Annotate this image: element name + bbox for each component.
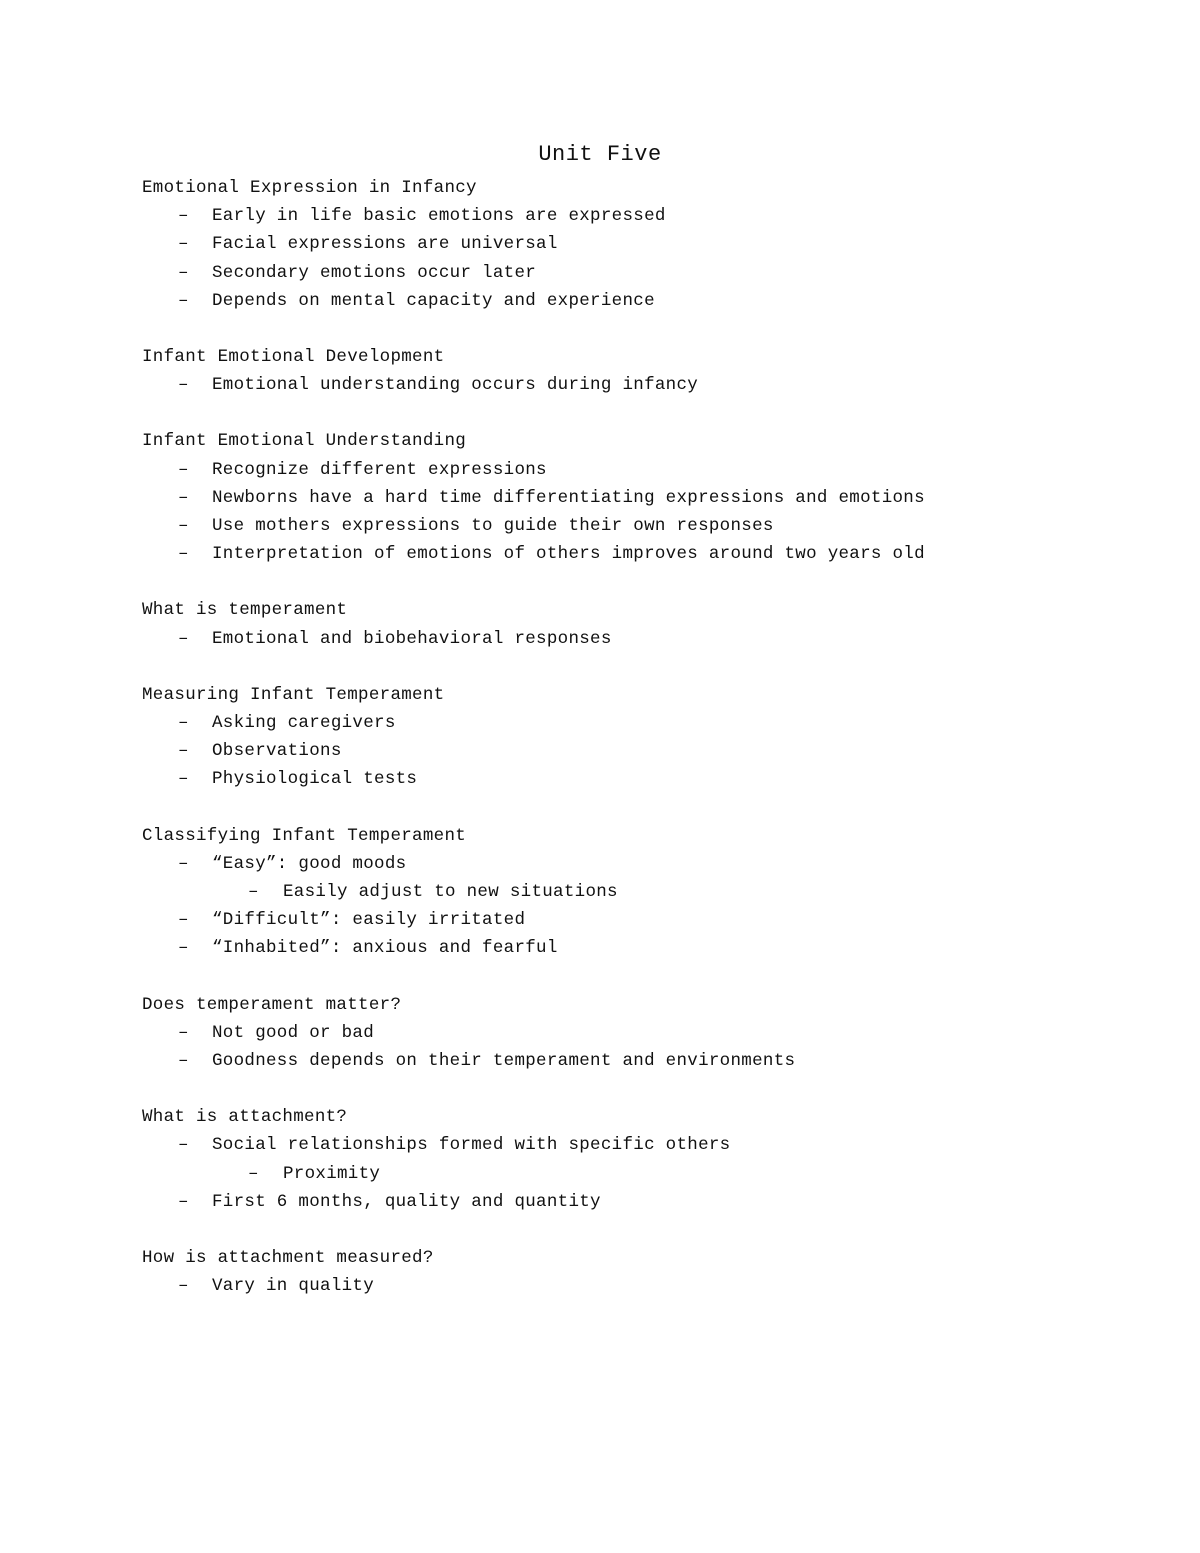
dash-bullet-icon: –: [178, 487, 189, 508]
section-heading: What is attachment?: [142, 1107, 348, 1128]
dash-bullet-icon: –: [178, 290, 189, 311]
bullet-item: [142, 906, 1072, 934]
dash-bullet-icon: –: [178, 712, 189, 733]
bullet-item: [142, 371, 1072, 399]
bullet-text: “Difficult”: easily irritated: [212, 910, 526, 931]
outline-section: [142, 991, 1072, 1076]
bullet-item: [142, 1188, 1072, 1216]
bullet-item: [142, 512, 1072, 540]
bullet-item: [142, 484, 1072, 512]
bullet-text: Proximity: [283, 1163, 381, 1184]
bullet-item: [142, 1047, 1072, 1075]
bullet-list: [142, 709, 1072, 794]
bullet-text: Early in life basic emotions are expressed: [212, 206, 666, 227]
dash-bullet-icon: –: [178, 910, 189, 931]
section-heading: Infant Emotional Development: [142, 347, 445, 367]
bullet-list: [142, 202, 1072, 315]
bullet-text: Emotional and biobehavioral responses: [212, 628, 612, 649]
bullet-text: Physiological tests: [212, 769, 418, 790]
bullet-text: Asking caregivers: [212, 712, 396, 733]
bullet-item: [142, 934, 1072, 962]
dash-bullet-icon: –: [248, 1163, 259, 1184]
bullet-text: Easily adjust to new situations: [283, 881, 618, 902]
bullet-text: Depends on mental capacity and experience: [212, 290, 655, 311]
bullet-list: [142, 456, 1072, 569]
outline-section: [142, 681, 1072, 794]
bullet-item: [142, 230, 1072, 258]
dash-bullet-icon: –: [178, 1022, 189, 1043]
dash-bullet-icon: –: [178, 741, 189, 762]
bullet-text: Observations: [212, 741, 342, 762]
bullet-text: Secondary emotions occur later: [212, 262, 537, 283]
outline-section: [142, 822, 1072, 963]
section-heading: What is temperament: [142, 600, 348, 621]
bullet-item: [142, 709, 1072, 737]
section-heading: Does temperament matter?: [142, 994, 402, 1015]
dash-bullet-icon: –: [178, 769, 189, 790]
bullet-list: [142, 625, 1072, 653]
bullet-item: [142, 456, 1072, 484]
bullet-list: [142, 850, 1072, 963]
bullet-text: Not good or bad: [212, 1022, 375, 1043]
dash-bullet-icon: –: [178, 206, 189, 227]
bullet-text: Recognize different expressions: [212, 459, 547, 480]
bullet-item: [142, 625, 1072, 653]
section-heading: Emotional Expression in Infancy: [142, 178, 477, 198]
dash-bullet-icon: –: [178, 544, 189, 565]
outline-section: [142, 596, 1072, 652]
dash-bullet-icon: –: [178, 1191, 189, 1212]
bullet-text: Newborns have a hard time differentiating expressions and emotions: [212, 487, 925, 508]
sub-bullet-item: [142, 1160, 1072, 1188]
dash-bullet-icon: –: [178, 1276, 189, 1297]
sub-bullet-item: [142, 878, 1072, 906]
dash-bullet-icon: –: [178, 459, 189, 480]
bullet-text: “Easy”: good moods: [212, 853, 407, 874]
bullet-text: Vary in quality: [212, 1276, 375, 1297]
dash-bullet-icon: –: [178, 1050, 189, 1071]
bullet-text: Use mothers expressions to guide their own responses: [212, 515, 774, 536]
bullet-item: [142, 765, 1072, 793]
bullet-list: [142, 371, 1072, 399]
bullet-text: Emotional understanding occurs during infancy: [212, 375, 699, 396]
dash-bullet-icon: –: [178, 375, 189, 396]
dash-bullet-icon: –: [178, 1135, 189, 1156]
section-heading: How is attachment measured?: [142, 1247, 434, 1268]
bullet-item: [142, 202, 1072, 230]
outline-section: [142, 343, 1072, 399]
bullet-item: [142, 1131, 1072, 1159]
dash-bullet-icon: –: [178, 515, 189, 536]
bullet-item: [142, 259, 1072, 287]
bullet-item: [142, 1019, 1072, 1047]
dash-bullet-icon: –: [178, 234, 189, 255]
dash-bullet-icon: –: [178, 628, 189, 649]
page-title: Unit Five: [538, 142, 662, 167]
dash-bullet-icon: –: [248, 881, 259, 902]
bullet-list: [142, 1019, 1072, 1075]
bullet-item: [142, 850, 1072, 878]
bullet-item: [142, 540, 1072, 568]
bullet-text: “Inhabited”: anxious and fearful: [212, 938, 558, 959]
notes-content: [142, 174, 1072, 1328]
bullet-text: Interpretation of emotions of others improves around two years old: [212, 544, 925, 565]
bullet-list: [142, 1272, 1072, 1300]
outline-section: [142, 1244, 1072, 1300]
outline-section: [142, 427, 1072, 568]
dash-bullet-icon: –: [178, 853, 189, 874]
bullet-item: [142, 287, 1072, 315]
section-heading: Measuring Infant Temperament: [142, 684, 445, 705]
bullet-text: Facial expressions are universal: [212, 234, 558, 255]
bullet-text: Social relationships formed with specific others: [212, 1135, 731, 1156]
dash-bullet-icon: –: [178, 262, 189, 283]
outline-section: [142, 1103, 1072, 1216]
dash-bullet-icon: –: [178, 938, 189, 959]
bullet-text: First 6 months, quality and quantity: [212, 1191, 601, 1212]
bullet-item: [142, 737, 1072, 765]
section-heading: Classifying Infant Temperament: [142, 825, 467, 846]
outline-section: [142, 174, 1072, 315]
bullet-text: Goodness depends on their temperament and environments: [212, 1050, 796, 1071]
bullet-list: [142, 1131, 1072, 1216]
bullet-item: [142, 1272, 1072, 1300]
section-heading: Infant Emotional Understanding: [142, 431, 467, 452]
